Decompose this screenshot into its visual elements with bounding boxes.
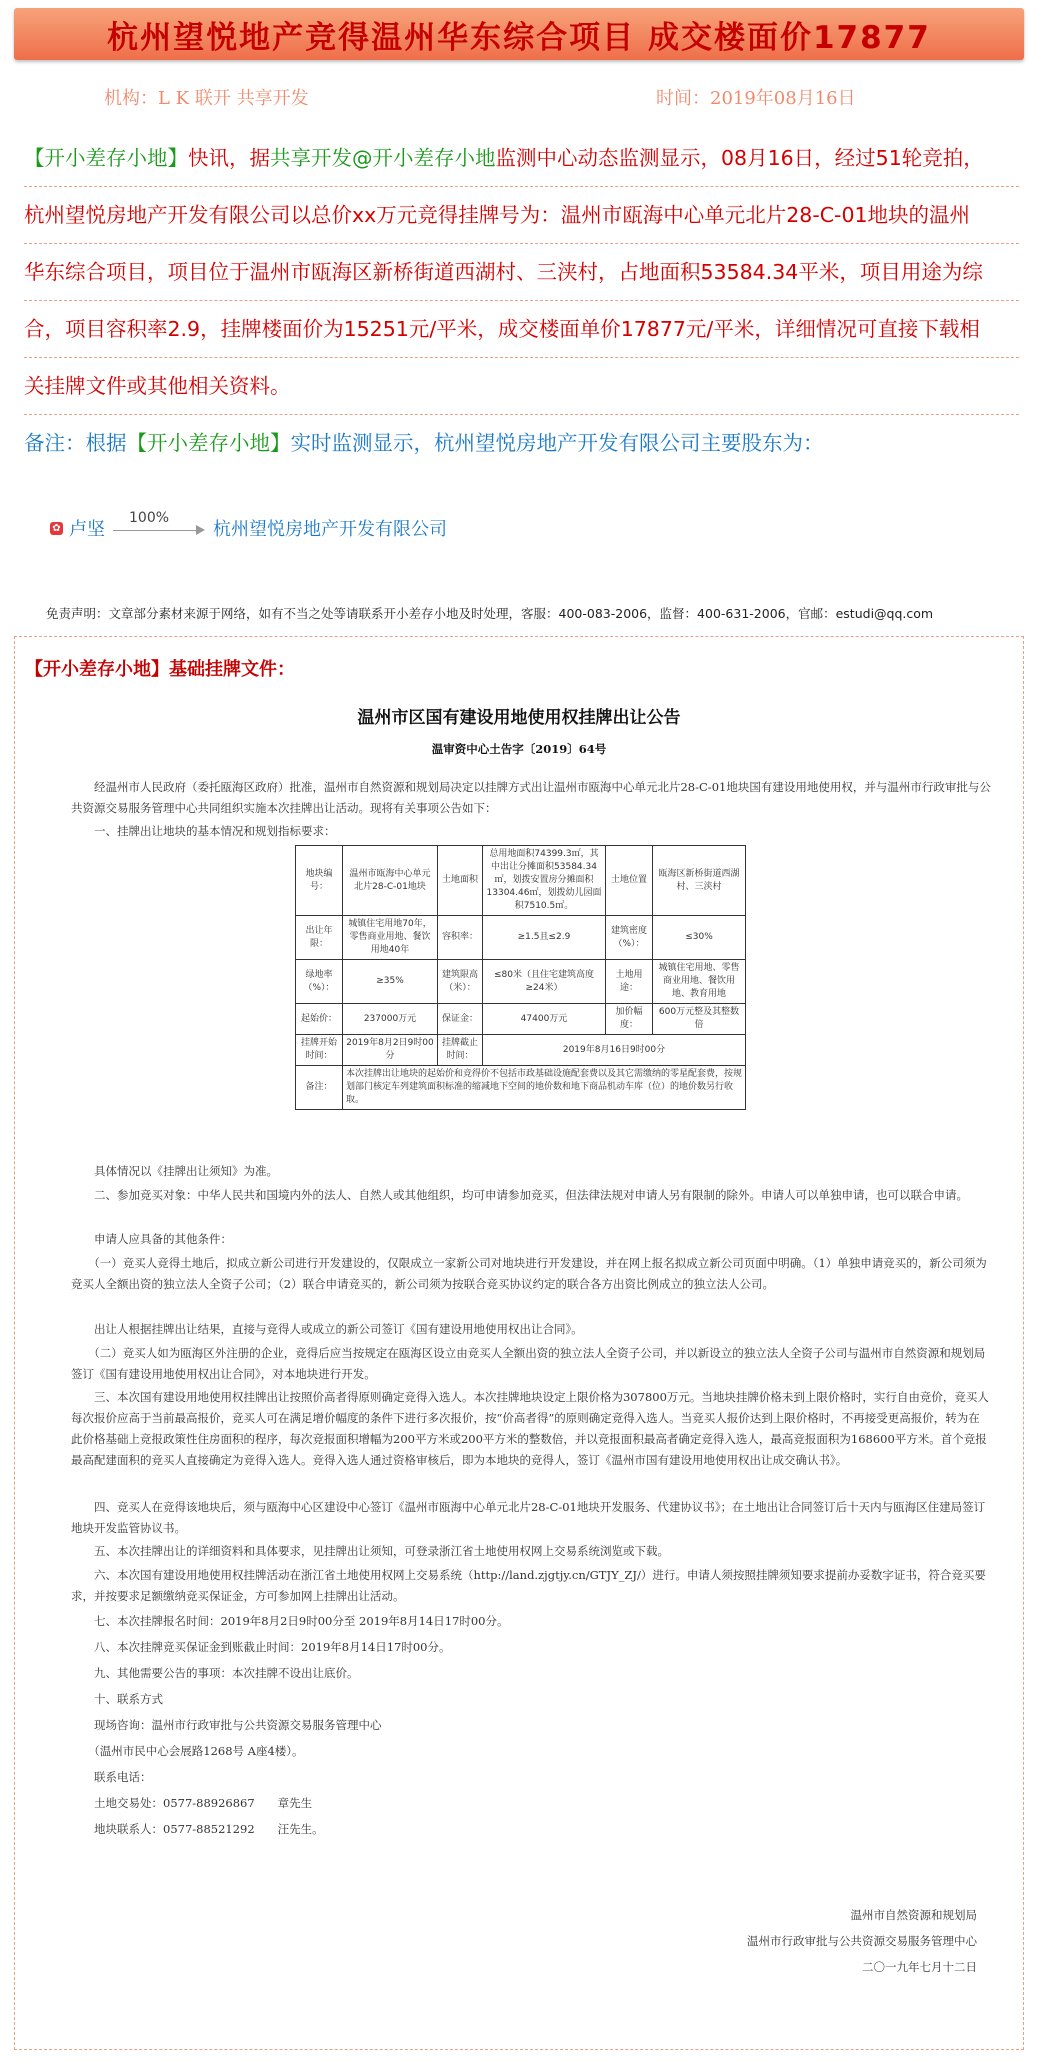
ownership-percent: 100% [129, 510, 170, 526]
table-row [296, 1035, 746, 1066]
announcement-paragraph: 经温州市人民政府（委托瓯海区政府）批准，温州市自然资源和规划局决定以挂牌方式出让温州市瓯海中心单元北片28-C-01地块国有建设用地使用权，并与温州市行政审批与公共资源交易服务管理中心共同组织实施本次挂牌出让活动。现将有关事项公告如下： [71, 780, 991, 815]
remark-text: 备注：根据 [24, 431, 127, 455]
table-cell: 2019年8月2日9时00分 [343, 1035, 438, 1066]
table-row [296, 1066, 746, 1110]
announcement-paragraph: 二、参加竞买对象：中华人民共和国境内外的法人、自然人或其他组织，均可申请参加竞买，但法律法规对申请人另有限制的除外。申请人可以单独申请，也可以联合申请。 [71, 1188, 968, 1202]
summary-text: 快讯，据 [188, 146, 270, 170]
table-cell: 2019年8月16日9时00分 [483, 1035, 746, 1066]
table-cell: 绿地率（%）： [296, 960, 343, 1004]
issuer-signature: 温州市自然资源和规划局 [850, 1908, 977, 1922]
announcement-title: 温州市区国有建设用地使用权挂牌出让公告 [357, 708, 681, 728]
announcement-paragraph: 九、其他需要公告的事项：本次挂牌不设出让底价。 [71, 1666, 359, 1680]
summary-line: 合，项目容积率2.9，挂牌楼面价为15251元/平米，成交楼面单价17877元/平米，详细情况可直接下载相 [24, 301, 1019, 358]
summary-line: 华东综合项目，项目位于温州市瓯海区新桥街道西湖村、三浃村，占地面积53584.34平米，项目用途为综 [24, 244, 1019, 301]
remark-line [24, 415, 1019, 471]
table-cell: 土地面积 [438, 846, 483, 916]
announcement-paragraph: 申请人应具备的其他条件： [71, 1232, 232, 1246]
table-cell: 保证金： [438, 1004, 483, 1035]
announcement-paragraph: 三、本次国有建设用地使用权挂牌出让按照价高者得原则确定竞得入选人。本次挂牌地块设定上限价格为307800万元。当地块挂牌价格未到上限价格时，实行自由竞价，竞买人每次报价应高于当前最高报价，竞买人可在满足增价幅度的条件下进行多次报价，按“价高者得”的原则确定竞得入选人。当竞买人报价达到上限价格时，不再接受更高报价，转为在此价格基础上竞报政策性住房面积的程序，每次竞报面积增幅为200平方米或200平方米的整数倍，并以竞报面积最高者确定竞得入选人，最高竞报面积为168600平方米。首个竞报最高配建面积的竞买人直接确定为竞得入选人。竞得入选人通过资格审核后，即为本地块的竞得人，签订《温州市国有建设用地使用权出让成交确认书》。 [71, 1390, 989, 1467]
table-cell: 土地位置 [606, 846, 653, 916]
table-cell: 土地用途： [606, 960, 653, 1004]
announcement-paragraph: 七、本次挂牌报名时间：2019年8月2日9时00分至 2019年8月14日17时00分。 [71, 1614, 509, 1628]
arrow-right-icon [196, 525, 205, 535]
table-row [296, 916, 746, 960]
table-cell: ≤80米（且住宅建筑高度≥24米） [483, 960, 606, 1004]
land-parcel-table [295, 845, 746, 1110]
announcement-paragraph: 十、联系方式 [71, 1692, 163, 1706]
table-cell: ≥1.5且≤2.9 [483, 916, 606, 960]
disclaimer: 免责声明：文章部分素材来源于网络，如有不当之处等请联系开小差存小地及时处理，客服：400-083-2006，监督：400-631-2006，官邮：estudi@qq.com [46, 606, 934, 621]
brand-tag[interactable]: 【开小差存小地】 [24, 146, 188, 170]
title-banner [14, 8, 1024, 60]
table-cell: 地块编号： [296, 846, 343, 916]
page-title: 杭州望悦地产竞得温州华东综合项目 成交楼面价17877 [107, 19, 931, 56]
summary-line: 关挂牌文件或其他相关资料。 [24, 358, 1019, 415]
remark-text: 实时监测显示，杭州望悦房地产开发有限公司主要股东为： [290, 431, 824, 455]
brand-link[interactable]: 共享开发@开小差存小地 [270, 146, 496, 170]
table-row [296, 846, 746, 916]
table-cell: 温州市瓯海中心单元北片28-C-01地块 [343, 846, 438, 916]
announcement-paragraph: 现场咨询：温州市行政审批与公共资源交易服务管理中心 [71, 1718, 382, 1732]
issue-date: 二〇一九年七月十二日 [862, 1960, 977, 1974]
announcement-paragraph: 八、本次挂牌竞买保证金到账截止时间：2019年8月14日17时00分。 [71, 1640, 451, 1654]
table-cell: ≥35% [343, 960, 438, 1004]
table-row [296, 1004, 746, 1035]
table-cell: 建筑限高（米）： [438, 960, 483, 1004]
announcement-paragraph: 具体情况以《挂牌出让须知》为准。 [71, 1164, 278, 1178]
table-cell: ≤30% [653, 916, 746, 960]
table-cell: 瓯海区新桥街道西湖村、三浃村 [653, 846, 746, 916]
table-cell: 挂牌开始时间： [296, 1035, 343, 1066]
announcement-paragraph: 一、挂牌出让地块的基本情况和规划指标要求： [71, 824, 336, 838]
table-cell: 47400万元 [483, 1004, 606, 1035]
table-cell: 总用地面积74399.3㎡，其中出让分摊面积53584.34㎡，划拨安置房分摊面积13304.46㎡，划拨幼儿园面积7510.5㎡。 [483, 846, 606, 916]
publish-time: 时间：2019年08月16日 [656, 88, 856, 109]
summary-text: 监测中心动态监测显示，08月16日，经过51轮竞拍， [495, 146, 984, 170]
listing-document [14, 636, 1024, 2050]
table-cell: 起始价： [296, 1004, 343, 1035]
announcement-paragraph: 出让人根据挂牌出让结果，直接与竞得人或成立的新公司签订《国有建设用地使用权出让合同》。 [71, 1322, 583, 1336]
table-cell: 备注： [296, 1066, 343, 1110]
announcement-paragraph: （温州市民中心会展路1268号 A座4楼）。 [71, 1744, 304, 1758]
ownership-arrow [113, 510, 205, 538]
table-cell: 600万元整及其整数倍 [653, 1004, 746, 1035]
announcement-paragraph: （二）竞买人如为瓯海区外注册的企业，竞得后应当按规定在瓯海区设立由竞买人全额出资的独立法人全资子公司，并以新设立的独立法人全资子公司与温州市自然资源和规划局签订《国有建设用地使用权出让合同》，对本地块进行开发。 [71, 1346, 986, 1381]
summary-line [24, 130, 1019, 187]
news-summary [24, 130, 1019, 471]
company-logo-icon: ✿ [50, 522, 63, 535]
table-cell: 城镇住宅用地、零售商业用地、餐饮用地、教育用地 [653, 960, 746, 1004]
table-cell: 挂牌截止时间： [438, 1035, 483, 1066]
brand-tag[interactable]: 【开小差存小地】 [126, 431, 291, 455]
table-cell: 容积率： [438, 916, 483, 960]
table-cell: 本次挂牌出让地块的起始价和竞得价不包括市政基础设施配套费以及其它需缴纳的零星配套费，按规划部门核定车列建筑面积标准的缩减地下空间的地价数和地下商品机动车库（位）的地价数另行收取。 [343, 1066, 746, 1110]
table-row [296, 960, 746, 1004]
company-name[interactable]: 杭州望悦房地产开发有限公司 [213, 519, 447, 540]
org-info: 机构：L K 联开 共享开发 [104, 88, 309, 109]
shareholder-name[interactable]: 卢坚 [69, 519, 105, 540]
announcement-paragraph: 五、本次挂牌出让的详细资料和具体要求，见挂牌出让须知，可登录浙江省土地使用权网上交易系统浏览或下载。 [71, 1544, 669, 1558]
announcement-paragraph: 四、竞买人在竞得该地块后，须与瓯海中心区建设中心签订《温州市瓯海中心单元北片28-C-01地块开发服务、代建协议书》；在土地出让合同签订后十天内与瓯海区住建局签订地块开发监管协议书。 [71, 1500, 986, 1535]
table-cell: 加价幅度： [606, 1004, 653, 1035]
announcement-paragraph: 联系电话： [71, 1770, 152, 1784]
table-cell: 出让年限： [296, 916, 343, 960]
announcement-number: 温审资中心土告字〔2019〕64号 [431, 742, 607, 756]
announcement-paragraph: （一）竞买人竞得土地后，拟成立新公司进行开发建设的，仅限成立一家新公司对地块进行开发建设，并在网上报名拟成立新公司页面中明确。（1）单独申请竞买的，新公司须为竞买人全额出资的独立法人全资子公司；（2）联合申请竞买的，新公司须为按联合竞买协议约定的联合各方出资比例成立的独立法人公司。 [71, 1256, 987, 1291]
table-cell: 237000万元 [343, 1004, 438, 1035]
announcement-paragraph: 土地交易处：0577-88926867 章先生 [71, 1796, 313, 1810]
shareholder-chart [50, 510, 447, 541]
announcement-paragraph: 六、本次国有建设用地使用权挂牌活动在浙江省土地使用权网上交易系统（http://land.zjgtjy.cn/GTJY_ZJ/）进行。申请人须按照挂牌须知要求提前办妥数字证书，符合竞买要求，并按要求足额缴纳竞买保证金，方可参加网上挂牌出让活动。 [71, 1568, 986, 1603]
document-section-title: 【开小差存小地】基础挂牌文件： [25, 659, 295, 680]
table-cell: 建筑密度（%）： [606, 916, 653, 960]
announcement-paragraph: 地块联系人：0577-88521292 汪先生。 [71, 1822, 324, 1836]
summary-line: 杭州望悦房地产开发有限公司以总价xx万元竞得挂牌号为：温州市瓯海中心单元北片28-C-01地块的温州 [24, 187, 1019, 244]
table-cell: 城镇住宅用地70年，零售商业用地、餐饮用地40年 [343, 916, 438, 960]
issuer-signature: 温州市行政审批与公共资源交易服务管理中心 [747, 1934, 977, 1948]
